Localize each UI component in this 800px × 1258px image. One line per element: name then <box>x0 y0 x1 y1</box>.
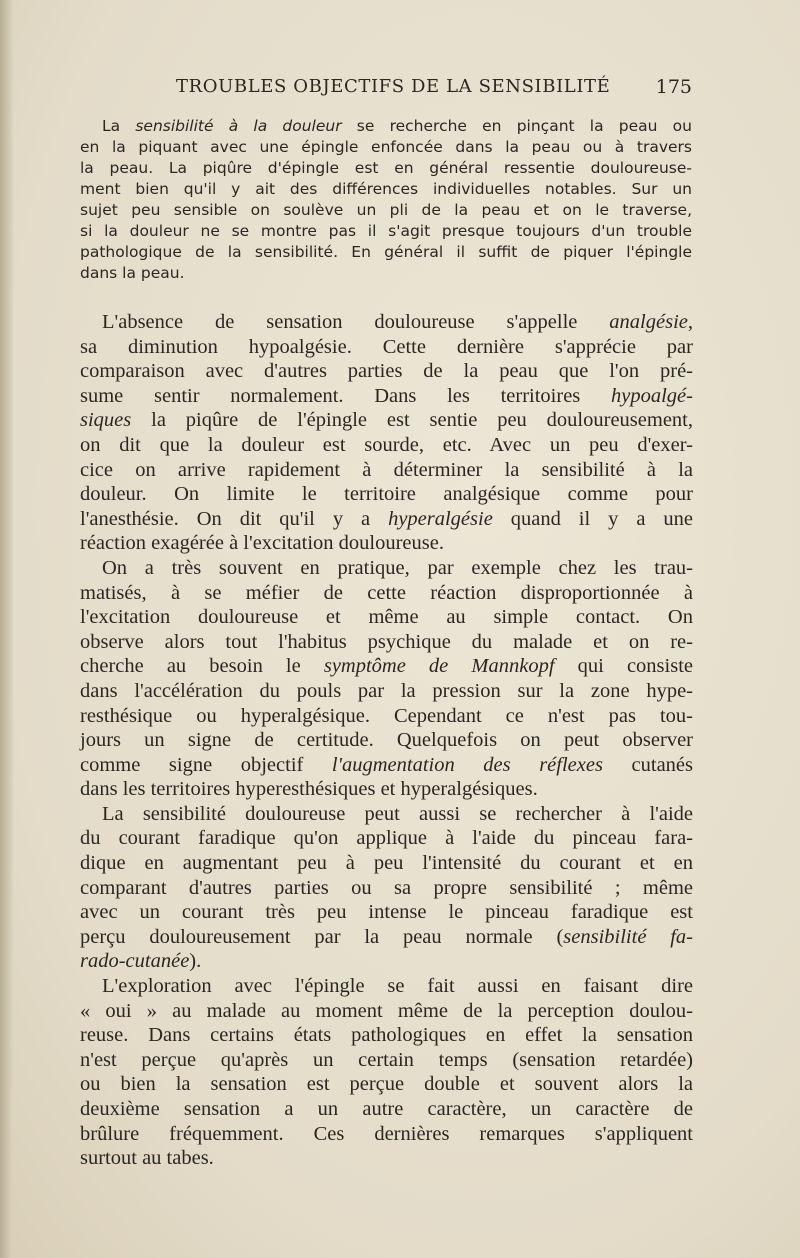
text-run: sume sentir normalement. Dans les territoires <box>80 384 612 407</box>
text-run: se recherche en pinçant la peau ou <box>341 117 692 135</box>
italic-term: symptôme de Mannkopf <box>323 655 555 678</box>
text-line <box>80 1122 693 1147</box>
text-line <box>80 679 693 704</box>
text-line <box>80 802 693 827</box>
text-run: ment bien qu'il y ait des différences individuelles notables. Sur un <box>80 180 692 198</box>
italic-term: hypoalgé- <box>611 384 693 407</box>
italic-term: sensibilité à la douleur <box>135 117 342 135</box>
text-run: douleur. On limite le territoire analgésique comme pour <box>80 483 693 506</box>
text-run: jours un signe de certitude. Quelquefois on peut observer <box>80 729 693 752</box>
text-run: On a très souvent en pratique, par exemple chez les trau- <box>102 556 693 579</box>
text-run: on dit que la douleur est sourde, etc. Avec un peu d'exer- <box>80 433 693 456</box>
text-line <box>80 433 693 458</box>
running-title: TROUBLES OBJECTIFS DE LA SENSIBILITÉ <box>176 76 611 97</box>
text-run: la piqûre de l'épingle est sentie peu douloureusement, <box>131 409 693 432</box>
text-line <box>80 137 692 158</box>
page-gutter <box>0 0 14 1258</box>
text-run: comme signe objectif <box>80 753 332 776</box>
text-line <box>80 777 693 802</box>
text-run: dans l'accélération du pouls par la pression sur la zone hype- <box>80 679 693 702</box>
text-line <box>80 384 693 409</box>
text-line <box>80 458 693 483</box>
italic-term: sensibilité fa- <box>563 925 694 948</box>
text-run: La sensibilité douloureuse peut aussi se rechercher à l'aide <box>102 802 693 825</box>
text-line <box>80 556 693 581</box>
text-line <box>80 1072 693 1097</box>
page-header <box>80 76 692 102</box>
text-line <box>80 179 692 200</box>
text-line <box>80 581 693 606</box>
text-run: en la piquant avec une épingle enfoncée dans la peau ou à travers <box>80 138 692 156</box>
text-line <box>80 753 693 778</box>
text-run: sa diminution hypoalgésie. Cette dernière s'apprécie par <box>80 335 693 358</box>
text-line <box>80 999 693 1024</box>
text-line <box>80 335 693 360</box>
text-run: n'est perçue qu'après un certain temps (sensation retardée) <box>80 1048 693 1071</box>
page-number: 175 <box>655 76 692 98</box>
text-line <box>80 654 693 679</box>
text-line <box>80 949 693 974</box>
italic-term: hyperalgésie <box>388 507 493 530</box>
text-line <box>80 221 692 242</box>
text-line <box>80 851 693 876</box>
text-run: cherche au besoin le <box>80 655 324 678</box>
text-run: si la douleur ne se montre pas il s'agit presque toujours d'un trouble <box>80 222 692 240</box>
text-line <box>80 408 693 433</box>
text-run: resthésique ou hyperalgésique. Cependant ce n'est pas tou- <box>80 704 693 727</box>
text-line <box>80 925 693 950</box>
text-line <box>80 1023 693 1048</box>
text-run: cutanés <box>602 753 693 776</box>
text-run: la peau. La piqûre d'épingle est en général ressentie douloureuse- <box>80 159 692 177</box>
text-run: , <box>687 311 693 333</box>
text-line <box>80 482 693 507</box>
text-run: matisés, à se méfier de cette réaction disproportionnée à <box>80 581 693 604</box>
text-run: reuse. Dans certains états pathologiques en effet la sensation <box>80 1024 693 1047</box>
text-run: du courant faradique qu'on applique à l'aide du pinceau fara- <box>80 827 693 850</box>
text-run: comparaison avec d'autres parties de la peau que l'on pré- <box>80 360 693 383</box>
text-line <box>80 704 693 729</box>
text-run: l'anesthésie. On dit qu'il y a <box>80 507 389 530</box>
main-text-body <box>80 310 693 1171</box>
text-run: ). <box>189 950 202 973</box>
text-line <box>80 200 692 221</box>
text-run: dans les territoires hyperesthésiques et hyperalgésiques. <box>80 778 538 801</box>
text-line <box>80 876 693 901</box>
text-run: dique en augmentant peu à peu l'intensité du courant et en <box>80 852 693 875</box>
italic-term: l'augmentation des réflexes <box>331 753 603 776</box>
text-line <box>80 116 692 137</box>
text-run: pathologique de la sensibilité. En général il suffit de piquer l'épingle <box>80 243 692 261</box>
text-run: avec un courant très peu intense le pinceau faradique est <box>80 901 693 924</box>
text-line <box>80 826 693 851</box>
text-line <box>80 900 693 925</box>
text-run: réaction exagérée à l'excitation douloureuse. <box>80 532 444 555</box>
text-run: dans la peau. <box>80 264 185 282</box>
text-line <box>80 310 693 335</box>
text-run: sujet peu sensible on soulève un pli de la peau et on le traverse, <box>80 201 692 219</box>
text-run: La <box>102 117 136 135</box>
text-run: perçu douloureusement par la peau normale ( <box>80 925 564 948</box>
text-run: « oui » au malade au moment même de la perception doulou- <box>80 999 693 1022</box>
text-line <box>80 605 693 630</box>
text-line <box>80 263 692 284</box>
text-line <box>80 974 693 999</box>
small-print-paragraph <box>80 116 692 284</box>
text-line <box>80 630 693 655</box>
text-run: deuxième sensation a un autre caractère, un caractère de <box>80 1098 693 1120</box>
text-line <box>80 242 692 263</box>
text-line <box>80 158 692 179</box>
text-line <box>80 1048 693 1073</box>
text-run: cice on arrive rapidement à déterminer la sensibilité à la <box>80 458 693 481</box>
text-run: L'absence de sensation douloureuse s'appelle <box>102 311 610 333</box>
text-run: qui consiste <box>554 655 693 678</box>
text-line <box>80 359 693 384</box>
text-line <box>80 1146 693 1171</box>
italic-term: siques <box>80 409 132 432</box>
italic-term: rado-cutanée <box>80 950 190 973</box>
italic-term: analgésie <box>609 311 688 333</box>
text-run: quand il y a une <box>492 507 693 530</box>
text-run: ou bien la sensation est perçue double et souvent alors la <box>80 1073 693 1096</box>
text-run: brûlure fréquemment. Ces dernières remarques s'appliquent <box>80 1122 693 1145</box>
text-line <box>80 1097 693 1122</box>
text-run: observe alors tout l'habitus psychique du malade et on re- <box>80 630 693 653</box>
text-line <box>80 507 693 532</box>
text-run: L'exploration avec l'épingle se fait aussi en faisant dire <box>102 975 693 998</box>
text-run: comparant d'autres parties ou sa propre sensibilité ; même <box>80 876 693 899</box>
text-run: surtout au tabes. <box>80 1147 214 1170</box>
text-line <box>80 531 693 556</box>
text-line <box>80 728 693 753</box>
text-run: l'excitation douloureuse et même au simple contact. On <box>80 606 693 629</box>
